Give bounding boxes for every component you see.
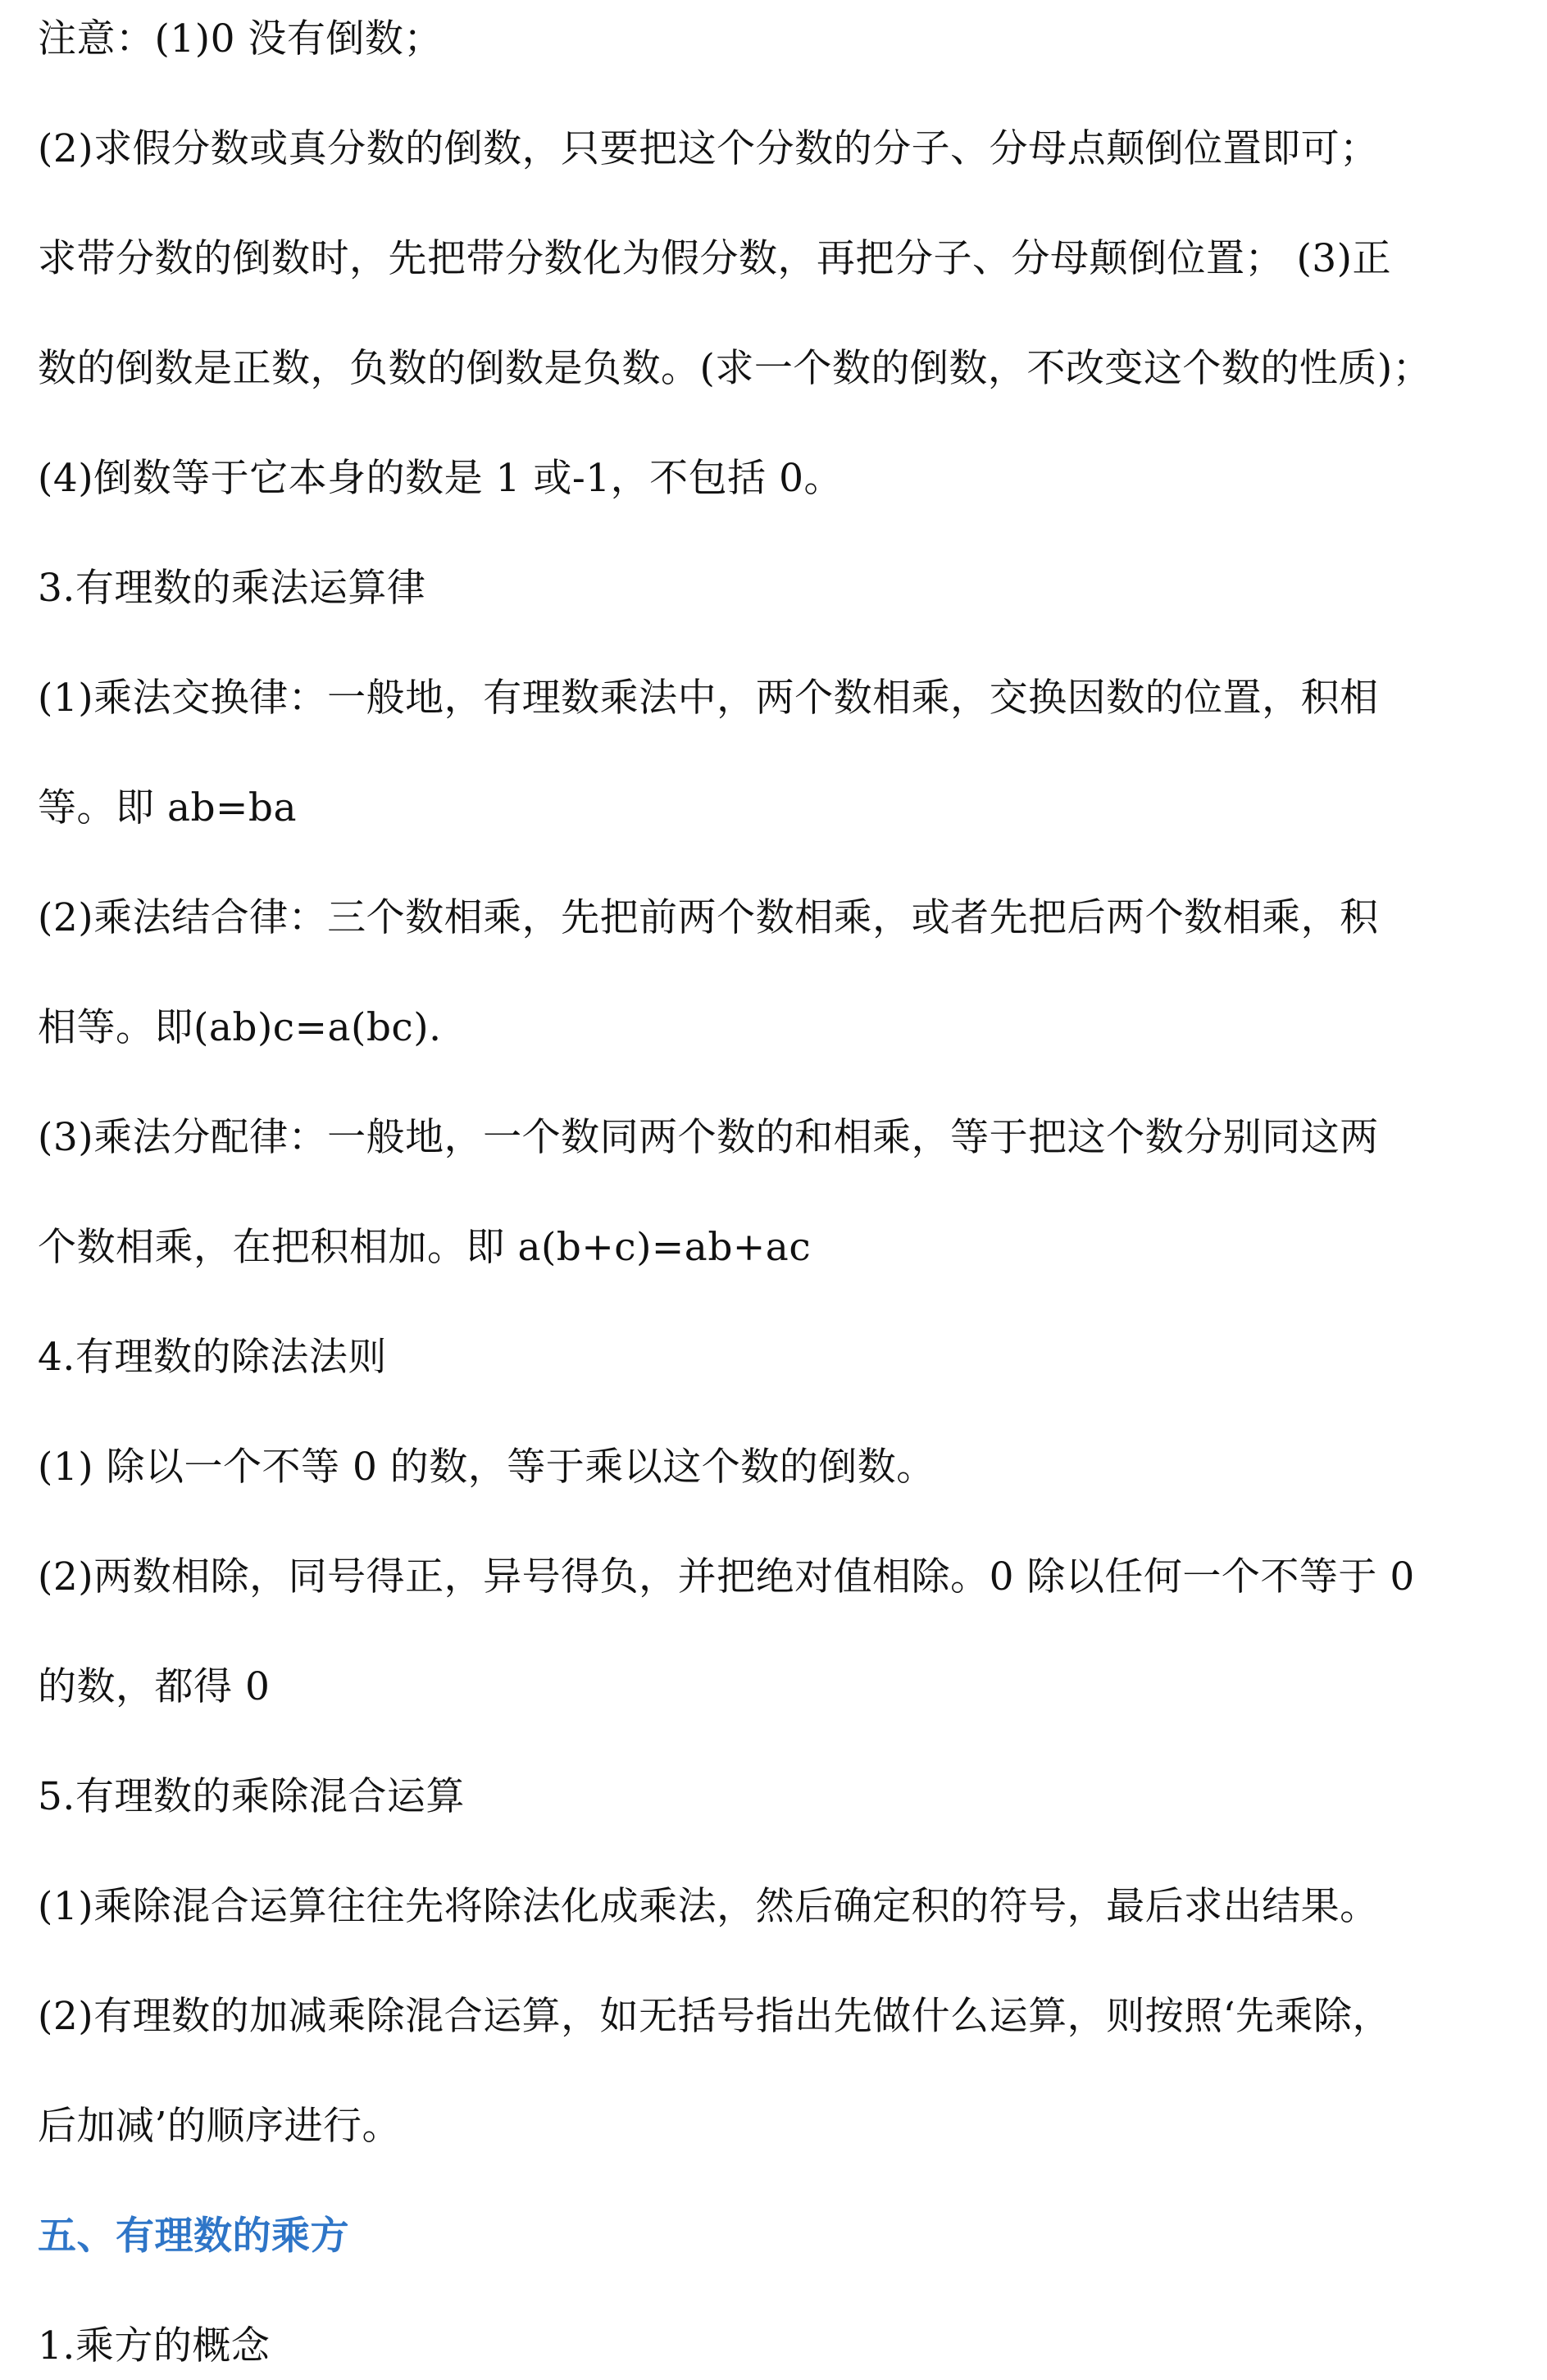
associative-law-line-2: 相等。即(ab)c=a(bc). [38,1005,442,1050]
section-title-power-concept: 1.乘方的概念 [38,2323,271,2369]
mixed-rule-2-line-2: 后加减’的顺序进行。 [38,2104,401,2149]
distributive-law-line-2: 个数相乘，在把积相加。即 a(b+c)=ab+ac [38,1225,812,1270]
note-line-1: 注意：(1)0 没有倒数； [38,16,443,61]
section-title-mixed-operations: 5.有理数的乘除混合运算 [38,1774,465,1819]
mixed-rule-1: (1)乘除混合运算往往先将除法化成乘法，然后确定积的符号，最后求出结果。 [38,1884,1379,1929]
associative-law-line-1: (2)乘法结合律：三个数相乘，先把前两个数相乘，或者先把后两个数相乘，积 [38,895,1379,940]
chapter-heading-powers: 五、有理数的乘方 [38,2214,349,2259]
commutative-law-line-1: (1)乘法交换律：一般地，有理数乘法中，两个数相乘，交换因数的位置，积相 [38,676,1379,721]
note-line-5: (4)倒数等于它本身的数是 1 或-1，不包括 0。 [38,456,843,501]
note-line-3: 求带分数的倒数时，先把带分数化为假分数，再把分子、分母颠倒位置； (3)正 [38,236,1392,281]
note-line-2: (2)求假分数或真分数的倒数，只要把这个分数的分子、分母点颠倒位置即可； [38,126,1379,171]
distributive-law-line-1: (3)乘法分配律：一般地，一个数同两个数的和相乘，等于把这个数分别同这两 [38,1115,1379,1160]
commutative-law-line-2: 等。即 ab=ba [38,785,298,830]
section-title-division-rules: 4.有理数的除法法则 [38,1335,387,1380]
note-line-4: 数的倒数是正数，负数的倒数是负数。(求一个数的倒数，不改变这个数的性质)； [38,346,1432,391]
section-title-multiplication-laws: 3.有理数的乘法运算律 [38,566,426,611]
division-rule-2-line-1: (2)两数相除，同号得正，异号得负，并把绝对值相除。0 除以任何一个不等于 0 [38,1554,1415,1600]
mixed-rule-2-line-1: (2)有理数的加减乘除混合运算，如无括号指出先做什么运算，则按照‘先乘除， [38,1994,1392,2039]
division-rule-1: (1) 除以一个不等 0 的数，等于乘以这个数的倒数。 [38,1445,935,1490]
division-rule-2-line-2: 的数，都得 0 [38,1664,271,1709]
